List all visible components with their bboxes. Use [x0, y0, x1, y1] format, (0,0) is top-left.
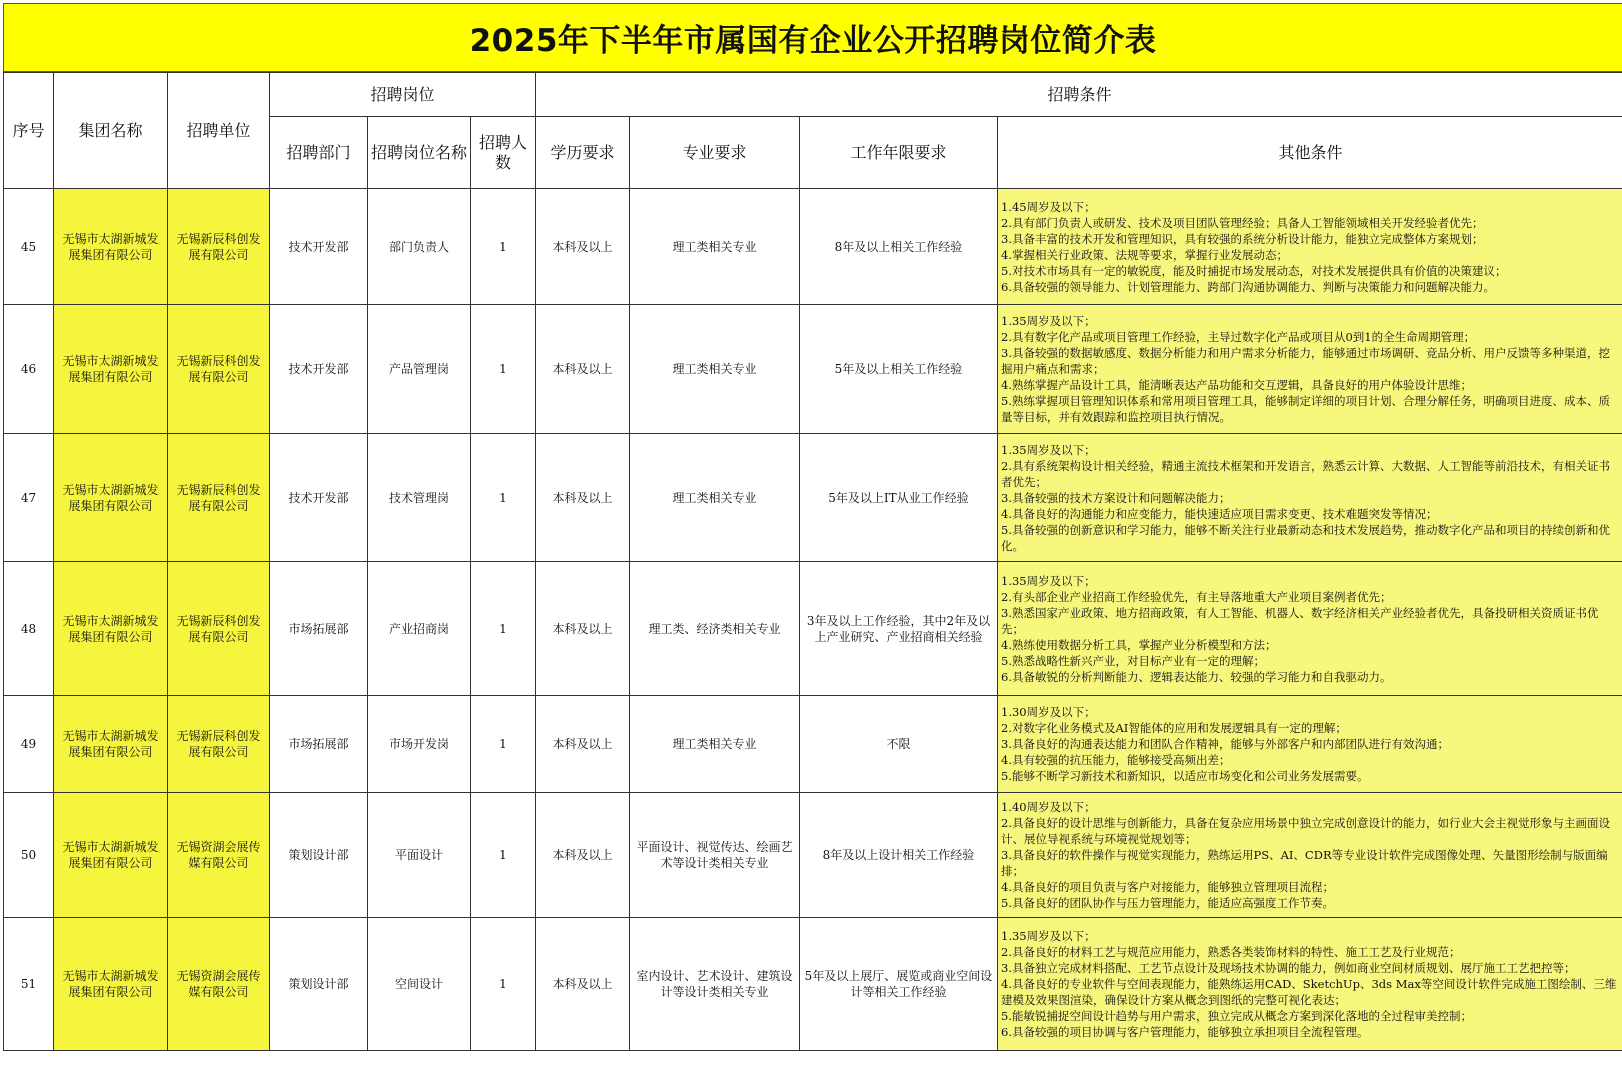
condition-line: 3.具备较强的数据敏感度、数据分析能力和用户需求分析能力，能够通过市场调研、竞品分析、用户反馈等多种渠道，挖掘用户痛点和需求；: [1001, 346, 1610, 376]
header-count: 招聘人数: [471, 117, 536, 189]
cell-unit: 无锡资湖会展传媒有限公司: [168, 793, 270, 918]
cell-count: 1: [471, 562, 536, 696]
cell-education: 本科及以上: [536, 918, 630, 1051]
cell-major: 理工类相关专业: [630, 434, 800, 562]
cell-other-conditions: [998, 562, 1622, 696]
recruitment-sheet: [3, 3, 1622, 1051]
cell-unit: 无锡新辰科创发展有限公司: [168, 562, 270, 696]
condition-line: 6.具备敏锐的分析判断能力、逻辑表达能力、较强的学习能力和自我驱动力。: [1001, 669, 1392, 684]
cell-experience: 5年及以上展厅、展览或商业空间设计等相关工作经验: [800, 918, 998, 1051]
condition-line: 4.具备良好的项目负责与客户对接能力，能够独立管理项目流程；: [1001, 880, 1334, 894]
condition-line: 4.具备良好的沟通能力和应变能力，能快速适应项目需求变更、技术难题突发等情况；: [1001, 506, 1438, 521]
cell-education: 本科及以上: [536, 434, 630, 562]
condition-line: 2.具有数字化产品或项目管理工作经验，主导过数字化产品或项目从0到1的全生命周期管理；: [1001, 330, 1476, 344]
cell-experience: 不限: [800, 696, 998, 793]
condition-line: 1.35周岁及以下；: [1001, 929, 1096, 943]
header-unit: 招聘单位: [168, 73, 270, 189]
cell-major: 室内设计、艺术设计、建筑设计等设计类相关专业: [630, 918, 800, 1051]
condition-line: 1.30周岁及以下；: [1001, 705, 1096, 719]
header-group: 集团名称: [54, 73, 168, 189]
cell-education: 本科及以上: [536, 189, 630, 305]
condition-line: 5.能敏锐捕捉空间设计趋势与用户需求，独立完成从概念方案到深化落地的全过程审美控制；: [1001, 1009, 1472, 1023]
table-row: [4, 305, 1622, 434]
condition-line: 2.对数字化业务模式及AI智能体的应用和发展逻辑具有一定的理解；: [1001, 721, 1347, 735]
condition-line: 4.具备良好的专业软件与空间表现能力，能熟练运用CAD、SketchUp、3ds Max等空间设计软件完成施工图绘制、三维建模及效果图渲染，确保设计方案从概念到图纸的完整可视化表达；: [1001, 977, 1617, 1007]
cell-major: 理工类、经济类相关专业: [630, 562, 800, 696]
table-body: [4, 189, 1622, 1051]
sheet-title: 2025年下半年市属国有企业公开招聘岗位简介表: [3, 3, 1622, 72]
header-conditions-group: 招聘条件: [536, 73, 1622, 117]
cell-education: 本科及以上: [536, 696, 630, 793]
cell-experience: 5年及以上相关工作经验: [800, 305, 998, 434]
cell-seq: 49: [4, 696, 54, 793]
cell-dept: 技术开发部: [270, 189, 368, 305]
cell-count: 1: [471, 305, 536, 434]
condition-line: 6.具备较强的项目协调与客户管理能力，能够独立承担项目全流程管理。: [1001, 1025, 1369, 1039]
cell-seq: 45: [4, 189, 54, 305]
condition-line: 5.熟练掌握项目管理知识体系和常用项目管理工具，能够制定详细的项目计划、合理分解任务，明确项目进度、成本、质量等目标，并有效跟踪和监控项目执行情况。: [1001, 394, 1610, 424]
cell-seq: 46: [4, 305, 54, 434]
condition-line: 5.对技术市场具有一定的敏锐度，能及时捕捉市场发展动态，对技术发展提供具有价值的决策建议；: [1001, 263, 1507, 278]
cell-experience: 8年及以上设计相关工作经验: [800, 793, 998, 918]
cell-seq: 50: [4, 793, 54, 918]
cell-position: 平面设计: [368, 793, 471, 918]
cell-position: 技术管理岗: [368, 434, 471, 562]
cell-seq: 48: [4, 562, 54, 696]
cell-count: 1: [471, 434, 536, 562]
header-experience: 工作年限要求: [800, 117, 998, 189]
condition-line: 3.具备独立完成材料搭配、工艺节点设计及现场技术协调的能力，例如商业空间材质规划、展厅施工工艺把控等；: [1001, 961, 1576, 975]
table-row: [4, 918, 1622, 1051]
cell-dept: 技术开发部: [270, 434, 368, 562]
condition-line: 5.具备较强的创新意识和学习能力，能够不断关注行业最新动态和技术发展趋势，推动数字化产品和项目的持续创新和优化。: [1001, 522, 1610, 553]
condition-line: 1.35周岁及以下；: [1001, 314, 1096, 328]
cell-experience: 5年及以上IT从业工作经验: [800, 434, 998, 562]
cell-other-conditions: [998, 434, 1622, 562]
header-major: 专业要求: [630, 117, 800, 189]
cell-count: 1: [471, 696, 536, 793]
cell-other-conditions: [998, 189, 1622, 305]
condition-line: 1.35周岁及以下；: [1001, 573, 1096, 588]
cell-unit: 无锡新辰科创发展有限公司: [168, 305, 270, 434]
cell-experience: 3年及以上工作经验，其中2年及以上产业研究、产业招商相关经验: [800, 562, 998, 696]
cell-group: 无锡市太湖新城发展集团有限公司: [54, 434, 168, 562]
condition-line: 5.熟悉战略性新兴产业，对目标产业有一定的理解；: [1001, 653, 1265, 668]
cell-unit: 无锡新辰科创发展有限公司: [168, 434, 270, 562]
cell-major: 理工类相关专业: [630, 696, 800, 793]
condition-line: 2.具备良好的材料工艺与规范应用能力，熟悉各类装饰材料的特性、施工工艺及行业规范；: [1001, 945, 1461, 959]
cell-count: 1: [471, 918, 536, 1051]
condition-line: 5.能够不断学习新技术和新知识，以适应市场变化和公司业务发展需要。: [1001, 769, 1369, 783]
condition-line: 1.35周岁及以下；: [1001, 442, 1096, 457]
header-position: 招聘岗位名称: [368, 117, 471, 189]
header-position-group: 招聘岗位: [270, 73, 536, 117]
header-dept: 招聘部门: [270, 117, 368, 189]
condition-line: 4.熟练使用数据分析工具，掌握产业分析模型和方法；: [1001, 637, 1277, 652]
cell-unit: 无锡新辰科创发展有限公司: [168, 696, 270, 793]
condition-line: 1.45周岁及以下；: [1001, 199, 1096, 214]
cell-dept: 市场拓展部: [270, 562, 368, 696]
header-seq: 序号: [4, 73, 54, 189]
condition-line: 4.熟练掌握产品设计工具，能清晰表达产品功能和交互逻辑，具备良好的用户体验设计思维；: [1001, 378, 1472, 392]
cell-experience: 8年及以上相关工作经验: [800, 189, 998, 305]
cell-major: 理工类相关专业: [630, 305, 800, 434]
condition-line: 6.具备较强的领导能力、计划管理能力、跨部门沟通协调能力、判断与决策能力和问题解决能力。: [1001, 279, 1495, 294]
cell-group: 无锡市太湖新城发展集团有限公司: [54, 562, 168, 696]
header-education: 学历要求: [536, 117, 630, 189]
cell-dept: 技术开发部: [270, 305, 368, 434]
cell-group: 无锡市太湖新城发展集团有限公司: [54, 189, 168, 305]
condition-line: 1.40周岁及以下；: [1001, 800, 1096, 814]
condition-line: 3.熟悉国家产业政策、地方招商政策，有人工智能、机器人、数字经济相关产业经验者优先，具备投研相关资质证书优先；: [1001, 605, 1599, 636]
cell-unit: 无锡资湖会展传媒有限公司: [168, 918, 270, 1051]
cell-other-conditions: [998, 696, 1622, 793]
cell-group: 无锡市太湖新城发展集团有限公司: [54, 696, 168, 793]
cell-education: 本科及以上: [536, 562, 630, 696]
condition-line: 3.具备良好的沟通表达能力和团队合作精神，能够与外部客户和内部团队进行有效沟通；: [1001, 737, 1449, 751]
cell-position: 产业招商岗: [368, 562, 471, 696]
condition-line: 4.具有较强的抗压能力，能够接受高频出差；: [1001, 753, 1231, 767]
cell-other-conditions: [998, 918, 1622, 1051]
condition-line: 3.具备良好的软件操作与视觉实现能力，熟练运用PS、AI、CDR等专业设计软件完成图像处理、矢量图形绘制与版面编排；: [1001, 848, 1608, 878]
cell-seq: 51: [4, 918, 54, 1051]
table-row: [4, 562, 1622, 696]
condition-line: 5.具备良好的团队协作与压力管理能力，能适应高强度工作节奏。: [1001, 896, 1334, 910]
header-other: 其他条件: [998, 117, 1622, 189]
cell-education: 本科及以上: [536, 305, 630, 434]
table-row: [4, 434, 1622, 562]
cell-dept: 市场拓展部: [270, 696, 368, 793]
condition-line: 2.具有部门负责人或研发、技术及项目团队管理经验；具备人工智能领域相关开发经验者优先；: [1001, 215, 1484, 230]
condition-line: 3.具备丰富的技术开发和管理知识，具有较强的系统分析设计能力，能独立完成整体方案规划；: [1001, 231, 1484, 246]
condition-line: 2.具有系统架构设计相关经验，精通主流技术框架和开发语言，熟悉云计算、大数据、人工智能等前沿技术，有相关证书者优先；: [1001, 458, 1610, 489]
cell-position: 产品管理岗: [368, 305, 471, 434]
condition-line: 2.有头部企业产业招商工作经验优先，有主导落地重大产业项目案例者优先；: [1001, 589, 1392, 604]
cell-other-conditions: [998, 305, 1622, 434]
cell-group: 无锡市太湖新城发展集团有限公司: [54, 305, 168, 434]
cell-major: 平面设计、视觉传达、绘画艺术等设计类相关专业: [630, 793, 800, 918]
cell-seq: 47: [4, 434, 54, 562]
cell-dept: 策划设计部: [270, 918, 368, 1051]
cell-position: 市场开发岗: [368, 696, 471, 793]
condition-line: 4.掌握相关行业政策、法规等要求，掌握行业发展动态；: [1001, 247, 1288, 262]
condition-line: 3.具备较强的技术方案设计和问题解决能力；: [1001, 490, 1231, 505]
cell-count: 1: [471, 189, 536, 305]
table-row: [4, 189, 1622, 305]
cell-position: 部门负责人: [368, 189, 471, 305]
cell-group: 无锡市太湖新城发展集团有限公司: [54, 918, 168, 1051]
header-row-top: [4, 73, 1622, 117]
cell-count: 1: [471, 793, 536, 918]
condition-line: 2.具备良好的设计思维与创新能力，具备在复杂应用场景中独立完成创意设计的能力，如行业大会主视觉形象与主画面设计、展位导视系统与环境视觉规划等；: [1001, 816, 1610, 846]
cell-major: 理工类相关专业: [630, 189, 800, 305]
table-row: [4, 696, 1622, 793]
cell-group: 无锡市太湖新城发展集团有限公司: [54, 793, 168, 918]
cell-unit: 无锡新辰科创发展有限公司: [168, 189, 270, 305]
recruitment-table: [3, 72, 1622, 1051]
cell-position: 空间设计: [368, 918, 471, 1051]
cell-dept: 策划设计部: [270, 793, 368, 918]
cell-education: 本科及以上: [536, 793, 630, 918]
table-row: [4, 793, 1622, 918]
cell-other-conditions: [998, 793, 1622, 918]
